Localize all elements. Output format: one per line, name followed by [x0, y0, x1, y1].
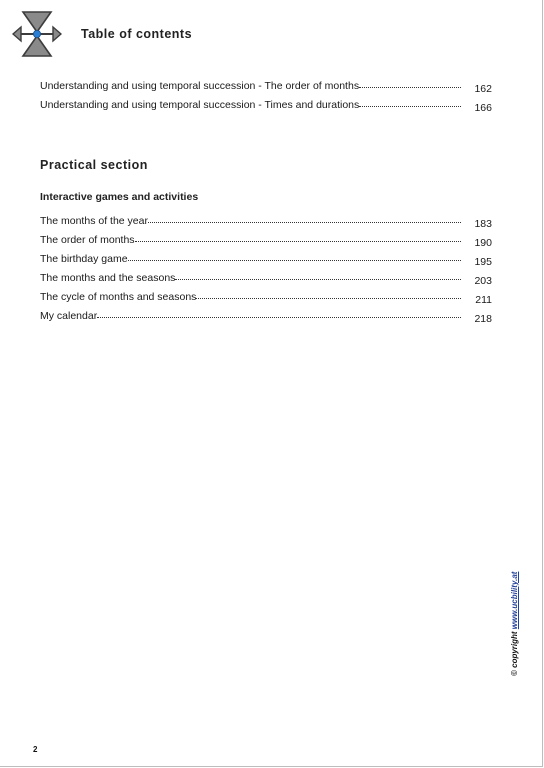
toc-entry[interactable] [40, 95, 492, 114]
toc-entry[interactable] [40, 249, 492, 268]
toc-entry-page: 162 [474, 83, 492, 95]
toc-entry-title: My calendar [40, 310, 98, 322]
toc-entry[interactable] [40, 76, 492, 95]
toc-entry-title: The months and the seasons [40, 272, 176, 284]
dot-leader [359, 106, 461, 107]
toc-entry-title: The birthday game [40, 253, 128, 265]
toc-entry[interactable] [40, 287, 492, 306]
dot-leader [135, 241, 461, 242]
subsection-title: Interactive games and activities [40, 191, 199, 203]
toc-entry[interactable] [40, 211, 492, 230]
copyright-label: © copyright [510, 631, 519, 676]
page-title: Table of contents [81, 27, 193, 41]
dot-leader [128, 260, 461, 261]
toc-entry-title: Understanding and using temporal succession - Times and durations [40, 99, 360, 111]
toc-entry-title: Understanding and using temporal succession - The order of months [40, 80, 360, 92]
toc-entry-page: 203 [474, 275, 492, 287]
copyright-notice [510, 572, 519, 676]
page-number: 2 [33, 745, 38, 754]
toc-entry[interactable] [40, 230, 492, 249]
dot-leader [148, 222, 461, 223]
dot-leader [97, 317, 461, 318]
toc-entry[interactable] [40, 306, 492, 325]
toc-entry-title: The order of months [40, 234, 135, 246]
toc-entry[interactable] [40, 268, 492, 287]
toc-entry-page: 183 [474, 218, 492, 230]
hourglass-arrows-icon [12, 11, 62, 57]
copyright-link[interactable]: www.ucbility.at [510, 571, 519, 630]
toc-entry-page: 195 [474, 256, 492, 268]
toc-entry-page: 218 [474, 313, 492, 325]
toc-entry-title: The cycle of months and seasons [40, 291, 197, 303]
dot-leader [196, 298, 461, 299]
toc-entry-page: 211 [475, 294, 492, 306]
toc-entry-page: 190 [474, 237, 492, 249]
toc-entry-page: 166 [474, 102, 492, 114]
dot-leader [175, 279, 461, 280]
section-title: Practical section [40, 158, 148, 172]
toc-entry-title: The months of the year [40, 215, 148, 227]
dot-leader [359, 87, 461, 88]
